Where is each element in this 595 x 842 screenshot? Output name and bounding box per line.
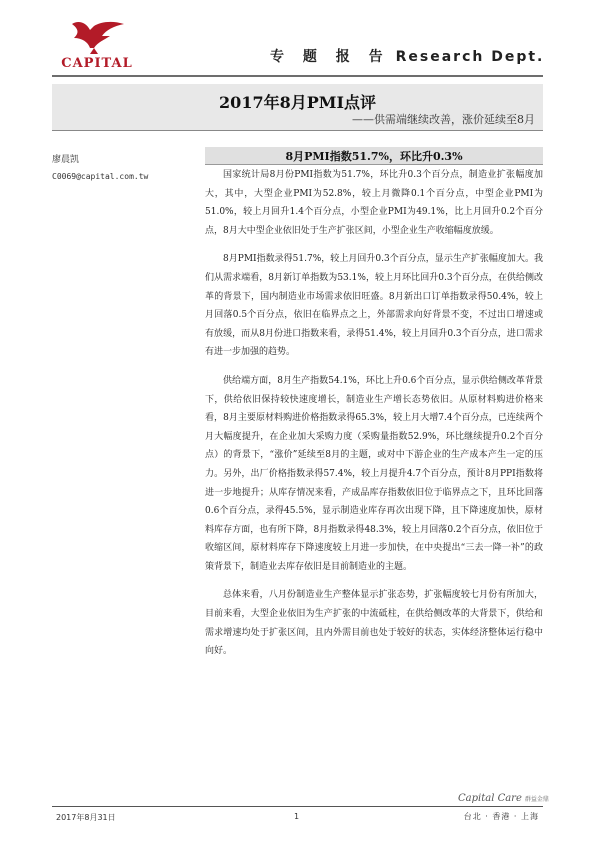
paragraph-3: 供给端方面，8月生产指数54.1%，环比上升0.6个百分点，显示供给侧改革背景下，供给依旧保持较快速度增长，制造业生产增长态势依旧。从原材料购进价格来看，8月主要原材料购进价格指数录得65.3%，较上月大增7.4个百分点，已连续两个月大幅度提升，在企业加大采购力度（采购量指数52.9%，环比继续提升0.2个百分点）的背景下，“涨价”延续至8月的主题，或对中下游企业的生产成本产生一定的压力。另外，出厂价格指数录得57.4%，较上月提升4.7个百分点，预计8月PPI指数将进一步地提升；从库存情况来看，产成品库存指数依旧位于临界点之下，且环比回落0.6个百分点，录得45.5%，显示制造业库存再次出现下降，且下降速度加快，原材料库存方面，也有所下降，8月指数录得48.3%，较上月回落0.2个百分点，依旧位于收缩区间，原材料库存下降速度较上月进一步加快，在中央提出“三去一降一补”的政策背景下，制造业去库存依旧是目前制造业的主题。 <box>205 375 543 572</box>
report-subtitle: ——供需端继续改善，涨价延续至8月 <box>352 113 535 126</box>
footer-brand-en: Capital Care <box>458 793 522 804</box>
section-title: 8月PMI指数51.7%，环比升0.3% <box>285 150 463 163</box>
title-banner <box>52 84 543 131</box>
footer-cities: 台北 · 香港 · 上海 <box>463 812 539 821</box>
department-en: Research Dept. <box>395 49 545 65</box>
paragraph-2: 8月PMI指数录得51.7%，较上月回升0.3个百分点，显示生产扩张幅度加大。我们从需求端看，8月新订单指数为53.1%，较上月环比回升0.3个百分点，在供给侧改革的背景下，国内制造业市场需求依旧旺盛。8月新出口订单指数录得50.4%，较上月回落0.5个百分点，依旧在临界点之上，外部需求向好背景不变，不过出口增速或有放缓，而从8月份进口指数来看，录得51.4%，较上月回升0.3个百分点，进口需求有进一步加强的趋势。 <box>205 254 543 358</box>
author-name: 廖晨凯 <box>52 155 80 165</box>
footer-date: 2017年8月31日 <box>56 813 116 822</box>
department-cn: 专 题 报 告 <box>270 49 390 65</box>
header-divider <box>52 75 543 77</box>
logo-text: CAPITAL <box>61 56 133 71</box>
footer-divider <box>52 806 543 807</box>
footer-brand-cn: 群益金鼎 <box>524 796 549 803</box>
page-number: 1 <box>294 812 300 821</box>
paragraph-1: 国家统计局8月份PMI指数为51.7%，环比升0.3个百分点，制造业扩张幅度加大，其中，大型企业PMI为52.8%，较上月微降0.1个百分点，中型企业PMI为51.0%，较上月回升1.4个百分点，小型企业PMI为49.1%，比上月回升0.2个百分点，8月大中型企业依旧处于生产扩张区间，小型企业生产收缩幅度放缓。 <box>205 170 543 236</box>
author-email[interactable]: C0069@capital.com.tw <box>52 172 149 181</box>
eagle-icon <box>64 18 130 56</box>
section-header <box>205 147 543 165</box>
paragraph-4: 总体来看，八月份制造业生产整体显示扩张态势，扩张幅度较七月份有所加大，目前来看，大型企业依旧为生产扩张的中流砥柱，在供给侧改革的大背景下，供给和需求增速均处于扩张区间，且内外需目前也处于较好的状态，实体经济整体运行稳中向好。 <box>205 590 543 657</box>
footer-brand <box>458 793 549 804</box>
department-header <box>270 46 544 66</box>
report-body <box>205 166 543 671</box>
report-title: 2017年8月PMI点评 <box>219 93 376 112</box>
capital-logo <box>52 18 144 74</box>
